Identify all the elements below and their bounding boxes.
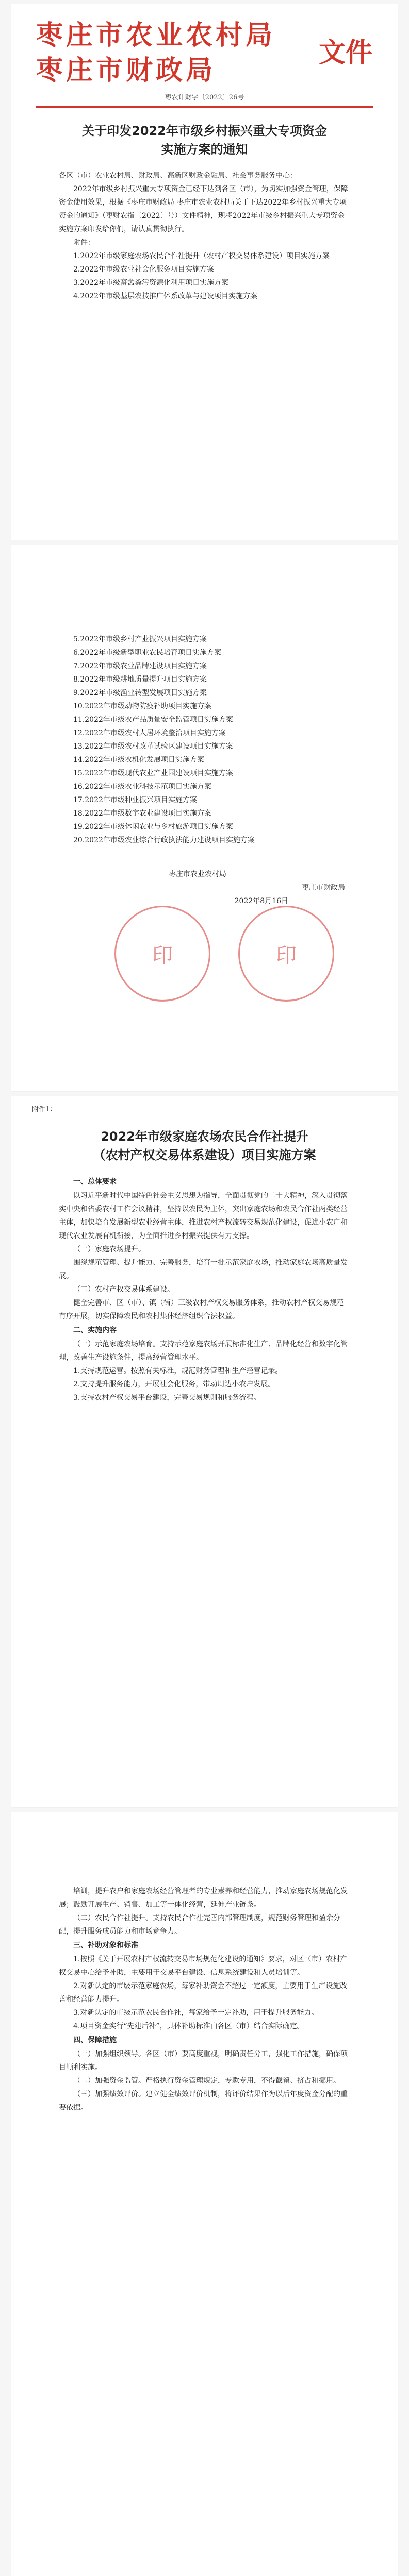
page-annex1-continued (11, 1812, 398, 2576)
attachment-item: 20.2022年市级农业综合行政执法能力建设项目实施方案 (73, 836, 255, 844)
attachment-item: 18.2022年市级数字农业建设项目实施方案 (73, 809, 211, 818)
attachment-item: 5.2022年市级乡村产业振兴项目实施方案 (73, 635, 207, 643)
page-notice (11, 4, 398, 540)
attachment-item: 2.2022年市级农业社会化服务项目实施方案 (73, 265, 214, 274)
seal-agri-stamp: 印 (114, 906, 210, 1002)
section-body: 以习近平新时代中国特色社会主义思想为指导，全面贯彻党的二十大精神，深入贯彻落实中央和省委农村工作会议精神，坚持以农民为主体，突出家庭农场和农民合作社两类经营主体，加快培育发展新型农业经营主体，推进农村产权流转交易规范化建设，促进小农户和现代农业发展有机衔接，为全面推进乡村振兴提供有力支撑。 (59, 1192, 348, 1240)
section-heading: 四、保障措施 (73, 2036, 117, 2044)
header-wenjian: 文件 (319, 38, 373, 69)
section-body: （二）农民合作社提升。支持农民合作社完善内部管理制度，规范财务管理和盈余分配，提升服务成员能力和市场竞争力。 (59, 1914, 340, 1936)
attachment-item: 9.2022年市级渔业转型发展项目实施方案 (73, 689, 207, 697)
list-item: （三）加强绩效评价。建立健全绩效评价机制，将评价结果作为以后年度资金分配的重要依据。 (59, 2090, 348, 2112)
attachment-item: 17.2022年市级种业振兴项目实施方案 (73, 796, 197, 804)
attachment-item: 1.2022年市级家庭农场农民合作社提升（农村产权交易体系建设）项目实施方案 (73, 252, 330, 260)
subsection-body: 健全完善市、区（市）、镇（街）三级农村产权交易服务体系，推动农村产权交易规范有序开展，切实保障农民和农村集体经济组织合法权益。 (59, 1299, 344, 1320)
list-item: 4.项目资金实行“先建后补”，具体补助标准由各区（市）结合实际确定。 (73, 2022, 304, 2030)
subsection-heading: （二）农村产权交易体系建设。 (73, 1285, 174, 1294)
annex-title-line2: （农村产权交易体系建设）项目实施方案 (93, 1148, 316, 1162)
annex-title-line1: 2022年市级家庭农场农民合作社提升 (101, 1129, 308, 1144)
attachment-item: 15.2022年市级现代农业产业园建设项目实施方案 (73, 769, 233, 777)
attachment-item: 16.2022年市级农业科技示范项目实施方案 (73, 783, 211, 791)
subsection-heading: （一）家庭农场提升。 (73, 1245, 145, 1253)
attachment-item: 11.2022年市级农产品质量安全监管项目实施方案 (73, 716, 233, 724)
section-heading: 一、总体要求 (73, 1178, 117, 1186)
attachment-item: 13.2022年市级农村改革试验区建设项目实施方案 (73, 742, 233, 751)
list-item: （一）加强组织领导。各区（市）要高度重视，明确责任分工，强化工作措施，确保项目顺利实施。 (59, 2050, 348, 2072)
attachment-item: 6.2022年市级新型职业农民培育项目实施方案 (73, 649, 221, 657)
signature-agri: 枣庄市农业农村局 (169, 870, 226, 878)
header-org-agri: 枣庄市农业农村局 (36, 20, 276, 51)
section-body: 培训，提升农户和家庭农场经营管理者的专业素养和经营能力，推动家庭农场规范化发展；鼓励开展生产、销售、加工等一体化经营，延伸产业链条。 (59, 1887, 348, 1909)
attachment-item: 8.2022年市级耕地质量提升项目实施方案 (73, 675, 207, 684)
list-item: 2.支持提升服务能力，开展社会化服务，带动周边小农户发展。 (73, 1380, 275, 1388)
attachment-item: 19.2022年市级休闲农业与乡村旅游项目实施方案 (73, 823, 233, 831)
list-item: 2.对新认定的市级示范家庭农场，每家补助资金不超过一定额度，主要用于生产设施改善和经营能力提升。 (59, 1982, 348, 2004)
attachment-item: 12.2022年市级农村人居环境整治项目实施方案 (73, 729, 226, 737)
header-org-finance: 枣庄市财政局 (36, 55, 216, 86)
page-annex1 (11, 1096, 398, 1807)
list-item: 3.支持农村产权交易平台建设，完善交易规则和服务流程。 (73, 1394, 261, 1402)
attachment-item: 14.2022年市级农机化发展项目实施方案 (73, 756, 204, 764)
attachment-item: 7.2022年市级农业品牌建设项目实施方案 (73, 662, 207, 670)
salutation: 各区（市）农业农村局、财政局、高新区财政金融局、社会事务服务中心： (59, 172, 297, 180)
doc-number: 枣农计财字〔2022〕26号 (165, 94, 244, 101)
list-item: 3.对新认定的市级示范农民合作社，每家给予一定补助，用于提升服务能力。 (73, 2009, 319, 2017)
notice-body: 2022年市级乡村振兴重大专项资金已经下达到各区（市），为切实加强资金管理，保障资金使用效果，根据《枣庄市财政局 枣庄市农业农村局关于下达2022年乡村振兴重大专项资金的通知》（枣财农指〔2022〕号）文件精神，现将2022年市级乡村振兴重大专项资金实施方案印发给你们，请认真贯彻执行。 (59, 185, 348, 233)
notice-title-line2: 实施方案的通知 (161, 142, 248, 157)
subsection-body: 围绕规范管理、提升能力、完善服务，培育一批示范家庭农场，推动家庭农场高质量发展。 (59, 1259, 348, 1280)
seal-finance-stamp: 印 (238, 906, 334, 1002)
signature-finance: 枣庄市财政局 (302, 884, 345, 892)
attachment-item: 4.2022年市级基层农技推广体系改革与建设项目实施方案 (73, 292, 257, 300)
signature-date: 2022年8月16日 (234, 897, 288, 905)
annex-label: 附件1： (32, 1106, 57, 1113)
section-body: （一）示范家庭农场培育。支持示范家庭农场开展标准化生产、品牌化经营和数字化管理，改善生产设施条件，提高经营管理水平。 (59, 1340, 348, 1362)
section-heading: 三、补助对象和标准 (73, 1941, 138, 1950)
section-heading: 二、实施内容 (73, 1326, 117, 1334)
attachments-heading: 附件： (73, 239, 95, 247)
header-red-rule (36, 106, 373, 108)
list-item: （二）加强资金监管。严格执行资金管理规定，专款专用，不得截留、挤占和挪用。 (73, 2077, 340, 2085)
notice-title-line1: 关于印发2022年市级乡村振兴重大专项资金 (82, 124, 327, 138)
attachment-item: 10.2022年市级动物防疫补助项目实施方案 (73, 702, 211, 710)
list-item: 1.支持规范运营。按照有关标准，规范财务管理和生产经营记录。 (73, 1367, 283, 1375)
list-item: 1.按照《关于开展农村产权流转交易市场规范化建设的通知》要求，对区（市）农村产权交易中心给予补助，主要用于交易平台建设、信息系统建设和人员培训等。 (59, 1955, 348, 1977)
attachment-item: 3.2022年市级畜禽粪污资源化利用项目实施方案 (73, 279, 228, 287)
page-notice-continued (11, 545, 398, 1091)
